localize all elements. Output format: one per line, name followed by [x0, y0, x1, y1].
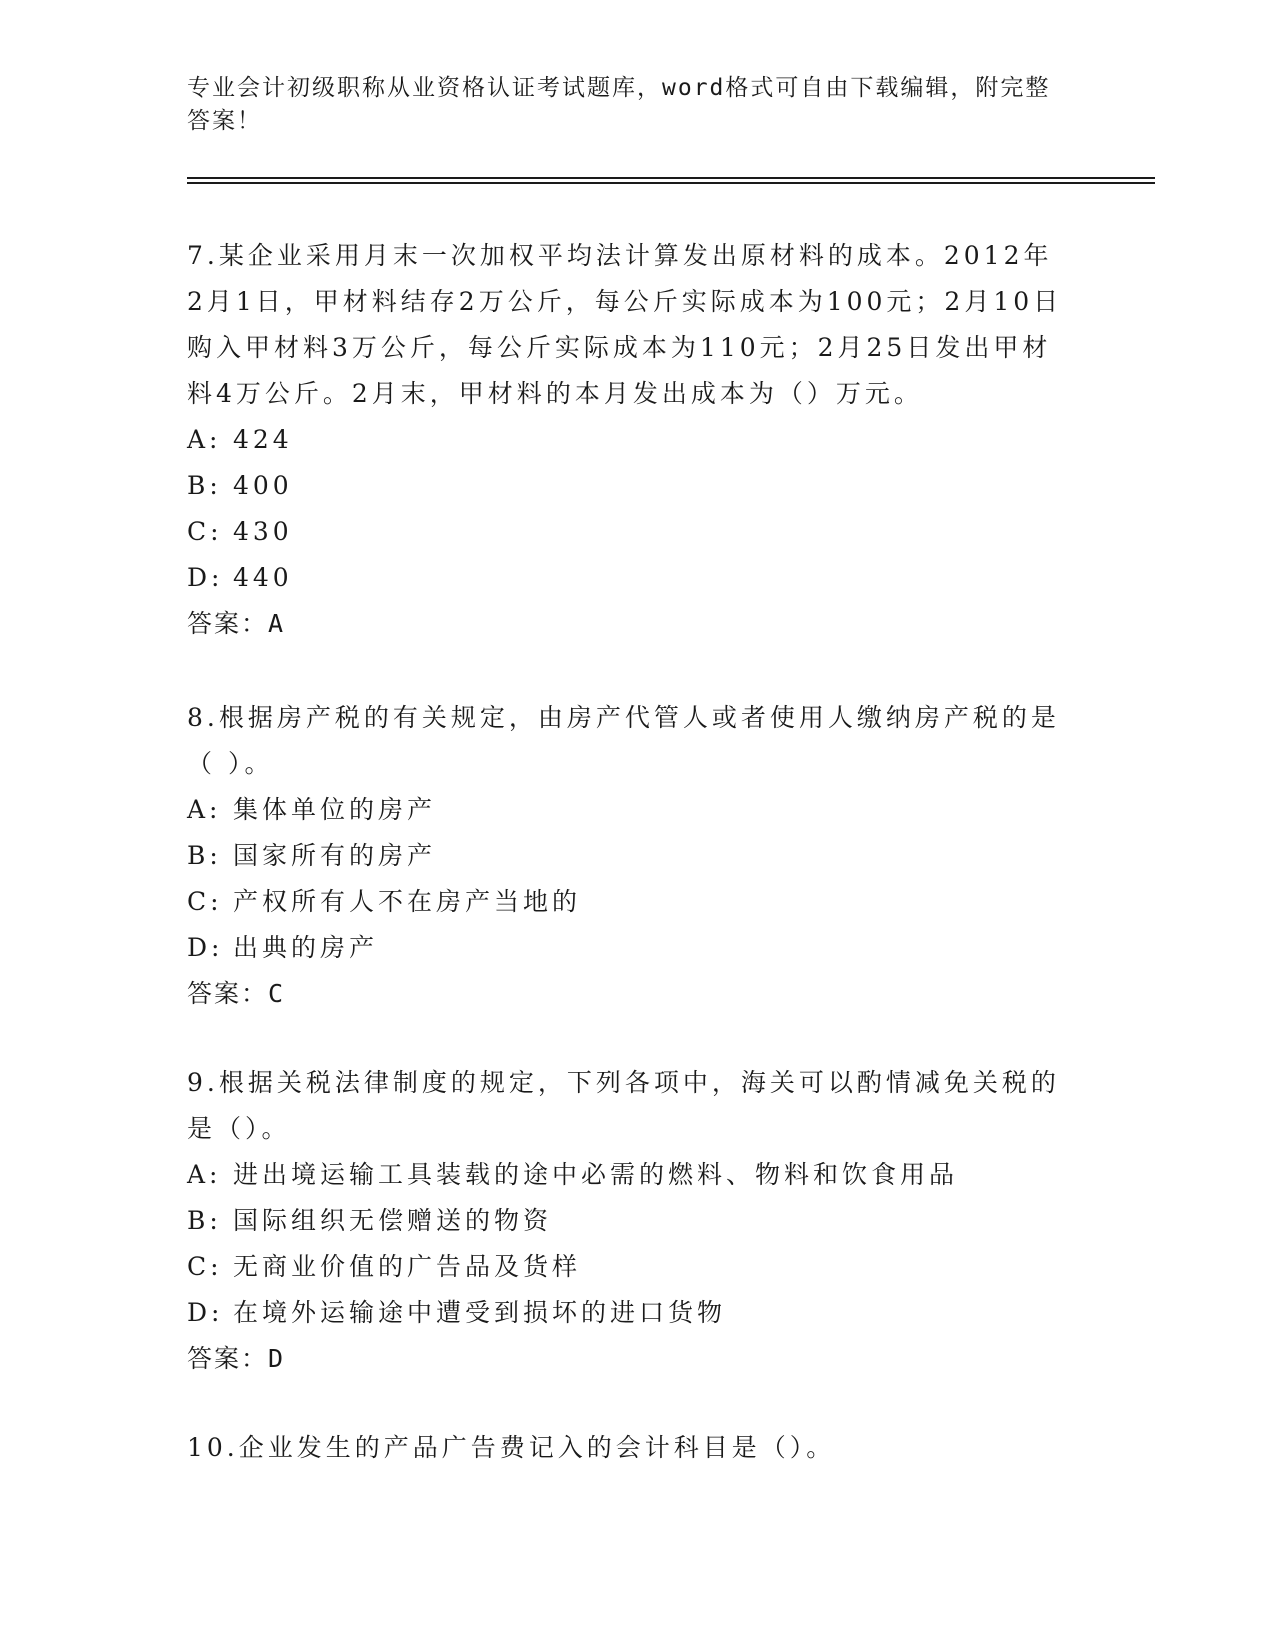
- option-letter: B:: [187, 1206, 222, 1235]
- question-7: [187, 233, 1067, 647]
- option-text: 424: [233, 425, 293, 454]
- option-a: [187, 1152, 1067, 1198]
- option-d: [187, 925, 1067, 971]
- option-letter: A:: [187, 425, 222, 454]
- option-text: 进出境运输工具装载的途中必需的燃料、物料和饮食用品: [233, 1160, 959, 1189]
- option-text: 集体单位的房产: [233, 795, 437, 824]
- option-a: [187, 787, 1067, 833]
- answer-line: 答案：D: [187, 1344, 286, 1373]
- option-letter: D:: [187, 1298, 224, 1327]
- question-10: [187, 1425, 1067, 1471]
- option-text: 产权所有人不在房产当地的: [233, 887, 582, 916]
- header-divider-bottom: [187, 182, 1155, 184]
- option-letter: D:: [187, 933, 224, 962]
- option-text: 400: [233, 471, 293, 500]
- option-c: [187, 509, 1067, 555]
- option-text: 无商业价值的广告品及货样: [233, 1252, 582, 1281]
- option-letter: B:: [187, 471, 222, 500]
- option-text: 国家所有的房产: [233, 841, 437, 870]
- option-text: 430: [233, 517, 293, 546]
- option-letter: C:: [187, 887, 223, 916]
- question-9: [187, 1060, 1067, 1382]
- document-header: 专业会计初级职称从业资格认证考试题库，word格式可自由下载编辑，附完整答案！: [187, 75, 1051, 134]
- option-letter: D:: [187, 563, 224, 592]
- option-letter: B:: [187, 841, 222, 870]
- question-stem: 9.根据关税法律制度的规定，下列各项中，海关可以酌情减免关税的是（）。: [187, 1068, 1060, 1143]
- option-text: 440: [233, 563, 293, 592]
- header-divider-top: [187, 177, 1155, 179]
- option-c: [187, 879, 1067, 925]
- option-b: [187, 463, 1067, 509]
- question-stem: 10.企业发生的产品广告费记入的会计科目是（）。: [187, 1433, 836, 1462]
- option-letter: A:: [187, 795, 222, 824]
- option-b: [187, 1198, 1067, 1244]
- option-b: [187, 833, 1067, 879]
- option-letter: C:: [187, 1252, 223, 1281]
- question-8: [187, 695, 1067, 1017]
- option-d: [187, 555, 1067, 601]
- answer-line: 答案：A: [187, 609, 286, 638]
- option-d: [187, 1290, 1067, 1336]
- option-a: [187, 417, 1067, 463]
- answer-line: 答案：C: [187, 979, 286, 1008]
- question-stem: 8.根据房产税的有关规定，由房产代管人或者使用人缴纳房产税的是（ ）。: [187, 703, 1060, 778]
- option-text: 出典的房产: [233, 933, 379, 962]
- option-c: [187, 1244, 1067, 1290]
- option-letter: C:: [187, 517, 223, 546]
- option-text: 在境外运输途中遭受到损坏的进口货物: [233, 1298, 727, 1327]
- option-text: 国际组织无偿赠送的物资: [233, 1206, 553, 1235]
- option-letter: A:: [187, 1160, 222, 1189]
- question-stem: 7.某企业采用月末一次加权平均法计算发出原材料的成本。2012年2月1日，甲材料结存2万公斤，每公斤实际成本为100元；2月10日购入甲材料3万公斤，每公斤实际成本为110元；2月25日发出甲材料4万公斤。2月末，甲材料的本月发出成本为（）万元。: [187, 241, 1063, 408]
